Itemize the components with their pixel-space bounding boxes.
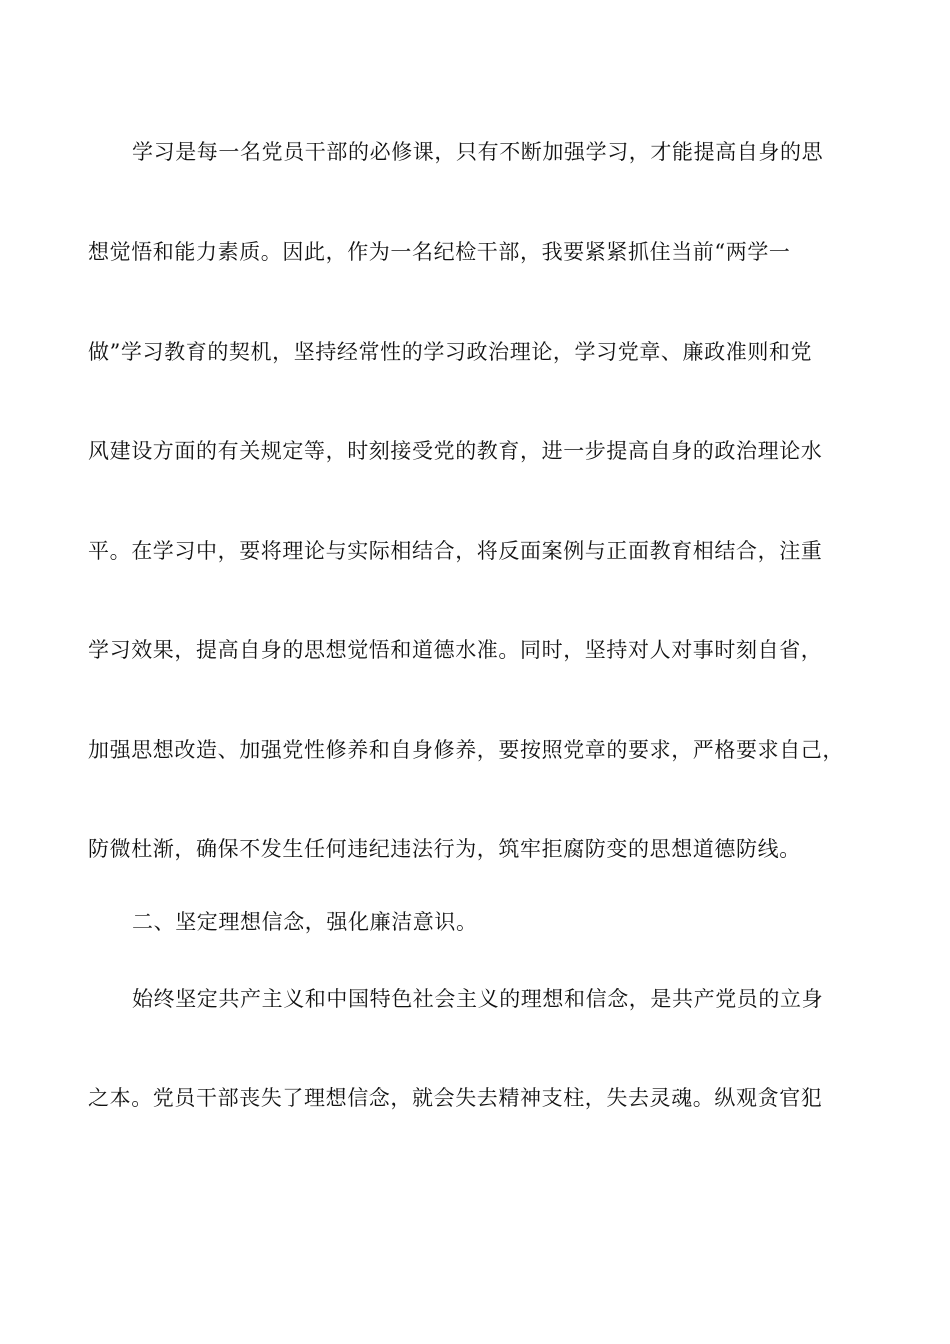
- paragraph-1-line-7: 加强思想改造、加强党性修养和自身修养，要按照党章的要求，严格要求自己，: [88, 738, 844, 762]
- paragraph-1-line-6: 学习效果，提高自身的思想觉悟和道德水准。同时，坚持对人对事时刻自省，: [88, 638, 823, 662]
- paragraph-1-line-1: 学习是每一名党员干部的必修课，只有不断加强学习，才能提高自身的思: [132, 140, 824, 164]
- paragraph-1-line-8: 防微杜渐，确保不发生任何违纪违法行为，筑牢拒腐防变的思想道德防线。: [88, 837, 801, 861]
- paragraph-1-line-2: 想觉悟和能力素质。因此，作为一名纪检干部，我要紧紧抓住当前“两学一: [88, 240, 791, 264]
- section-heading: 二、坚定理想信念，强化廉洁意识。: [132, 910, 478, 934]
- paragraph-1-line-4: 风建设方面的有关规定等，时刻接受党的教育，进一步提高自身的政治理论水: [88, 439, 823, 463]
- paragraph-2-line-1: 始终坚定共产主义和中国特色社会主义的理想和信念，是共产党员的立身: [132, 987, 824, 1011]
- paragraph-1-line-3: 做”学习教育的契机，坚持经常性的学习政治理论，学习党章、廉政准则和党: [88, 340, 813, 364]
- paragraph-2-line-2: 之本。党员干部丧失了理想信念，就会失去精神支柱，失去灵魂。纵观贪官犯: [88, 1086, 823, 1110]
- paragraph-1-line-5: 平。在学习中，要将理论与实际相结合，将反面案例与正面教育相结合，注重: [88, 539, 823, 563]
